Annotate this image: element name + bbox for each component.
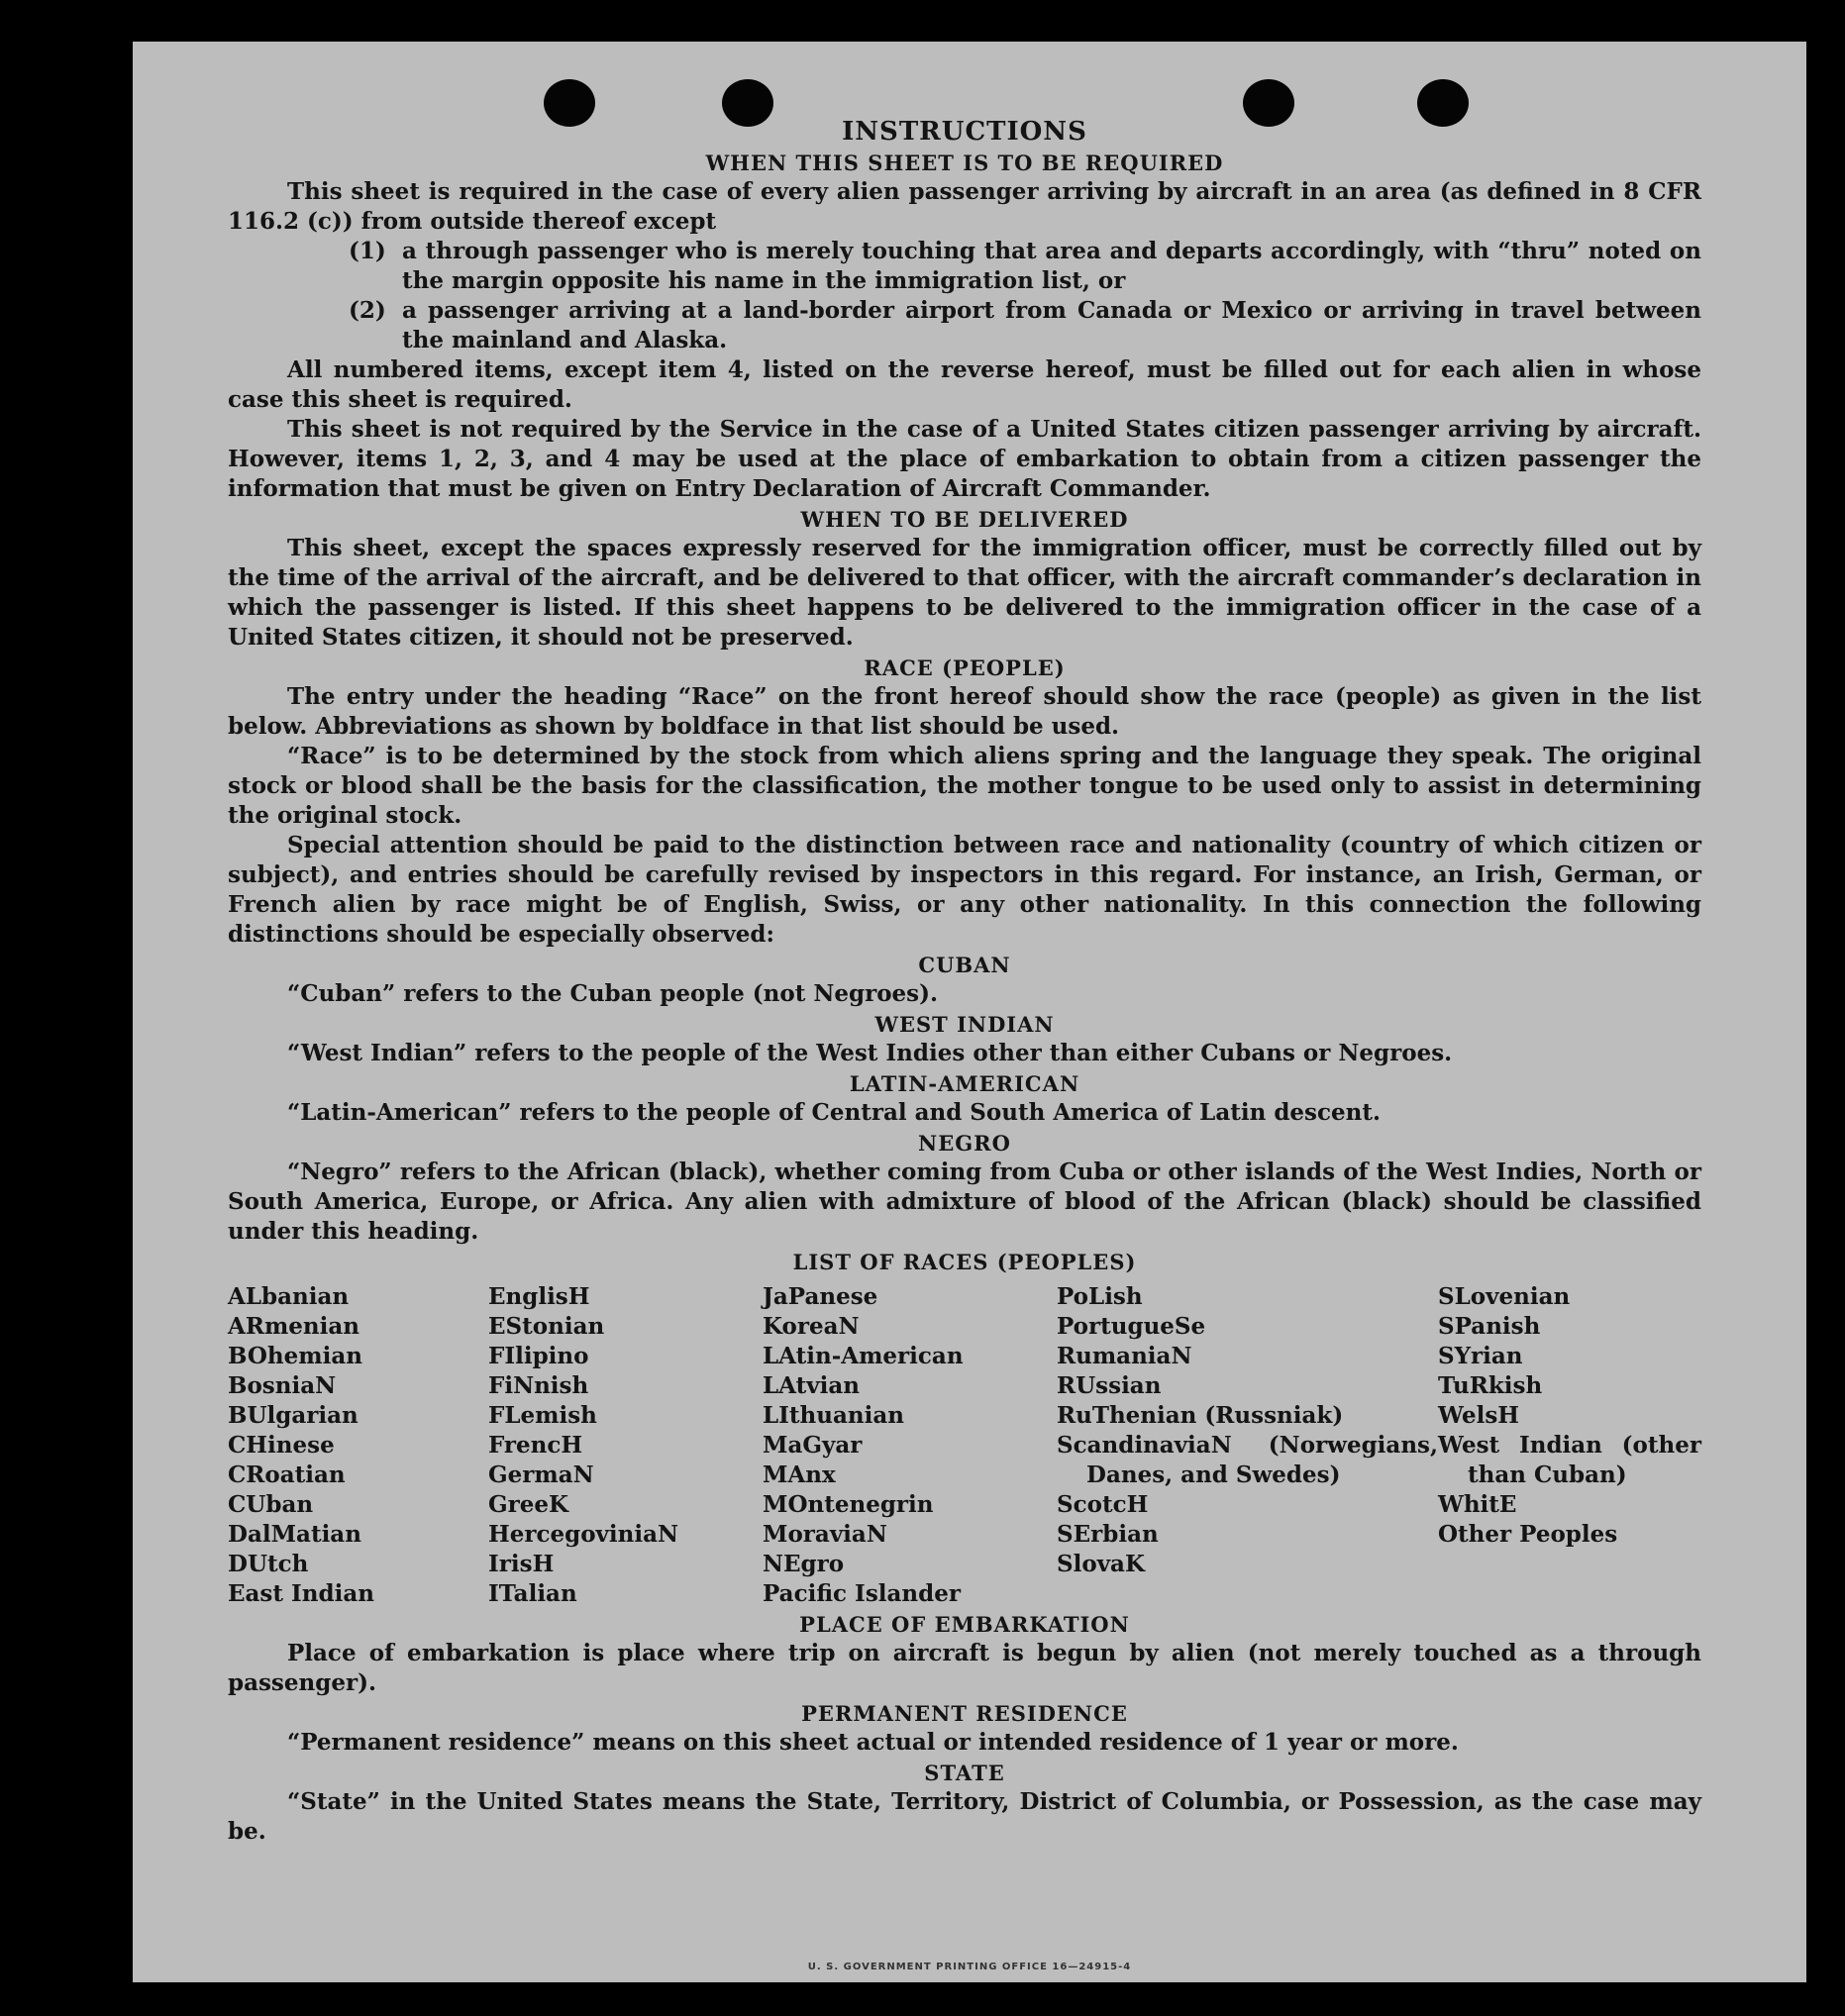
race-entry: KoreaN xyxy=(763,1313,860,1340)
races-column-5 xyxy=(1438,1282,1701,1609)
document-sheet xyxy=(133,42,1806,1982)
race-entry: ScandinaviaN (Norwegians, Danes, and Swedes) xyxy=(1057,1432,1438,1488)
race-entry: Other Peoples xyxy=(1438,1521,1618,1548)
race-entry: IrisH xyxy=(488,1551,555,1577)
race-entry: GermaN xyxy=(488,1462,594,1488)
race-entry: HercegoviniaN xyxy=(488,1521,679,1548)
races-column-4 xyxy=(1057,1282,1438,1609)
cuban-text: “Cuban” refers to the Cuban people (not Negroes). xyxy=(287,980,939,1007)
exception-number: (2) xyxy=(349,297,386,324)
heading-race: RACE (PEOPLE) xyxy=(864,655,1066,680)
race-entry: WhitE xyxy=(1438,1491,1517,1518)
race-entry: MaGyar xyxy=(763,1432,863,1459)
races-column-2 xyxy=(488,1282,763,1609)
race-entry: PoLish xyxy=(1057,1283,1143,1310)
race-entry: WelsH xyxy=(1438,1402,1520,1429)
race-entry: BosniaN xyxy=(228,1372,337,1399)
document-title: INSTRUCTIONS xyxy=(842,117,1087,147)
race-entry: TuRkish xyxy=(1438,1372,1543,1399)
race-entry: ARmenian xyxy=(228,1313,360,1340)
negro-text: “Negro” refers to the African (black), whether coming from Cuba or other islands of the West Indies, North or South America, Europe, or Africa. Any alien with admixture of blood of the African (black) should be classified under this heading. xyxy=(228,1159,1701,1245)
heading-cuban: CUBAN xyxy=(918,953,1011,977)
race-entry: FrencH xyxy=(488,1432,583,1459)
race-entry: DUtch xyxy=(228,1551,309,1577)
instructions-content xyxy=(228,116,1701,1847)
exception-number: (1) xyxy=(349,238,386,264)
heading-west-indian: WEST INDIAN xyxy=(874,1012,1055,1037)
race-entry: MoraviaN xyxy=(763,1521,887,1548)
race-entry: FLemish xyxy=(488,1402,597,1429)
race-entry: ITalian xyxy=(488,1580,577,1607)
required-numbered-items: All numbered items, except item 4, listed on the reverse hereof, must be filled out for each alien in whose case this sheet is required. xyxy=(228,356,1701,413)
exception-item-1 xyxy=(228,237,1701,296)
race-entry: GreeK xyxy=(488,1491,569,1518)
race-entry: ScotcH xyxy=(1057,1491,1149,1518)
race-entry: RumaniaN xyxy=(1057,1343,1192,1369)
race-entry: ALbanian xyxy=(228,1283,350,1310)
race-entry: RuThenian (Russniak) xyxy=(1057,1402,1344,1429)
exception-text: a through passenger who is merely touching that area and departs accordingly, with “thru” noted on the margin opposite his name in the immigration list, or xyxy=(402,238,1701,294)
race-entry: PortugueSe xyxy=(1057,1313,1206,1340)
embarkation-text: Place of embarkation is place where trip on aircraft is begun by alien (not merely touched as a through passenger). xyxy=(228,1640,1701,1696)
delivered-text: This sheet, except the spaces expressly reserved for the immigration officer, must be correctly filled out by the time of the arrival of the aircraft, and be delivered to that officer, with the aircraft commander’s declaration in which the passenger is listed. If this sheet happens to be delivered to the immigration officer in the case of a United States citizen, it should not be preserved. xyxy=(228,535,1701,651)
races-column-3 xyxy=(763,1282,1057,1609)
race-entry: SErbian xyxy=(1057,1521,1159,1548)
heading-embarkation: PLACE OF EMBARKATION xyxy=(799,1612,1130,1637)
race-entry: CUban xyxy=(228,1491,314,1518)
heading-state: STATE xyxy=(924,1761,1005,1785)
race-entry: BOhemian xyxy=(228,1343,362,1369)
race-entry: LAtvian xyxy=(763,1372,860,1399)
race-entry: NEgro xyxy=(763,1551,845,1577)
race-entry: CRoatian xyxy=(228,1462,346,1488)
races-list xyxy=(228,1282,1701,1609)
heading-residence: PERMANENT RESIDENCE xyxy=(801,1701,1128,1726)
latin-american-text: “Latin-American” refers to the people of Central and South America of Latin descent. xyxy=(287,1099,1381,1126)
race-entry: LIthuanian xyxy=(763,1402,904,1429)
heading-negro: NEGRO xyxy=(918,1131,1011,1156)
race-entry: RUssian xyxy=(1057,1372,1162,1399)
race-text-3: Special attention should be paid to the distinction between race and nationality (country of which citizen or subject), and entries should be carefully revised by inspectors in this regard. For instance, an Irish, German, or French alien by race might be of English, Swiss, or any other nationality. In this connection the following distinctions should be especially observed: xyxy=(228,832,1701,948)
race-entry: FiNnish xyxy=(488,1372,589,1399)
heading-required: WHEN THIS SHEET IS TO BE REQUIRED xyxy=(705,151,1224,175)
printing-office-footer: U. S. GOVERNMENT PRINTING OFFICE 16—24915-4 xyxy=(807,1962,1132,1972)
state-text: “State” in the United States means the State, Territory, District of Columbia, or Possession, as the case may be. xyxy=(228,1788,1701,1845)
race-entry: LAtin-American xyxy=(763,1343,964,1369)
required-citizen-note: This sheet is not required by the Service in the case of a United States citizen passenger arriving by aircraft. However, items 1, 2, 3, and 4 may be used at the place of embarkation to obtain from a citizen passenger the information that must be given on Entry Declaration of Aircraft Commander. xyxy=(228,416,1701,502)
race-entry: EStonian xyxy=(488,1313,605,1340)
race-entry: MAnx xyxy=(763,1462,836,1488)
race-entry: EnglisH xyxy=(488,1283,590,1310)
race-entry: CHinese xyxy=(228,1432,335,1459)
race-entry: East Indian xyxy=(228,1580,374,1607)
race-entry: MOntenegrin xyxy=(763,1491,934,1518)
race-entry: SlovaK xyxy=(1057,1551,1145,1577)
race-text-1: The entry under the heading “Race” on the front hereof should show the race (people) as given in the list below. Abbreviations as shown by boldface in that list should be used. xyxy=(228,683,1701,740)
heading-races-list: LIST OF RACES (PEOPLES) xyxy=(792,1250,1137,1274)
west-indian-text: “West Indian” refers to the people of the West Indies other than either Cubans or Negroes. xyxy=(287,1040,1453,1066)
race-entry: SYrian xyxy=(1438,1343,1523,1369)
exception-text: a passenger arriving at a land-border airport from Canada or Mexico or arriving in travel between the mainland and Alaska. xyxy=(402,297,1701,353)
residence-text: “Permanent residence” means on this sheet actual or intended residence of 1 year or more. xyxy=(287,1729,1459,1756)
race-entry: West Indian (other than Cuban) xyxy=(1438,1432,1701,1488)
race-entry: DalMatian xyxy=(228,1521,361,1548)
race-entry: SPanish xyxy=(1438,1313,1541,1340)
exception-item-2 xyxy=(228,296,1701,355)
race-entry: SLovenian xyxy=(1438,1283,1571,1310)
required-intro: This sheet is required in the case of every alien passenger arriving by aircraft in an area (as defined in 8 CFR 116.2 (c)) from outside thereof except xyxy=(228,178,1701,235)
race-entry: Pacific Islander xyxy=(763,1580,961,1607)
heading-latin-american: LATIN-AMERICAN xyxy=(849,1071,1080,1096)
heading-delivered: WHEN TO BE DELIVERED xyxy=(800,507,1129,532)
race-entry: JaPanese xyxy=(763,1283,878,1310)
race-entry: BUlgarian xyxy=(228,1402,359,1429)
race-entry: FIlipino xyxy=(488,1343,589,1369)
race-text-2: “Race” is to be determined by the stock from which aliens spring and the language they speak. The original stock or blood shall be the basis for the classification, the mother tongue to be used only to assist in determining the original stock. xyxy=(228,743,1701,829)
races-column-1 xyxy=(228,1282,488,1609)
